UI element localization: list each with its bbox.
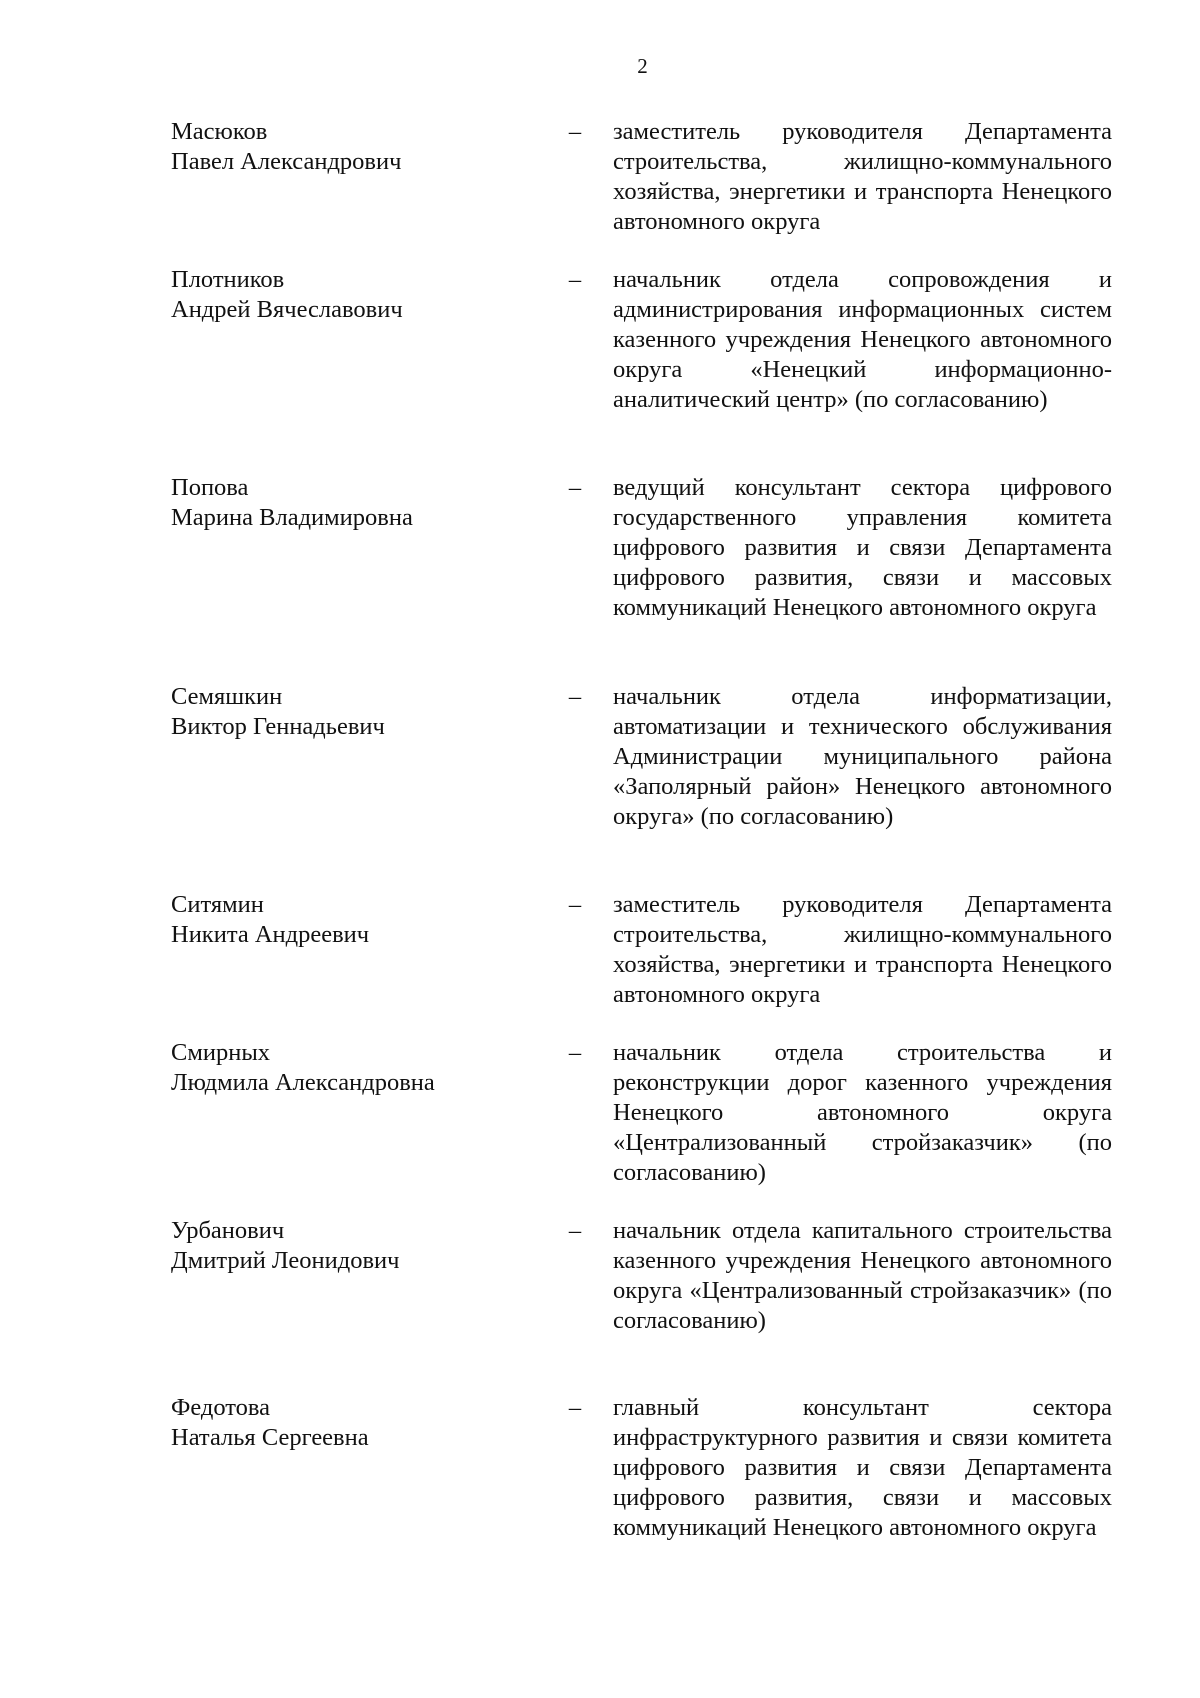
member-position: начальник отдела капитального строительства казенного учреждения Ненецкого автономного округа «Централизованный стройзаказчик» (по согласованию) xyxy=(613,1217,1112,1334)
member-surname: Попова xyxy=(171,474,249,501)
separator-dash: – xyxy=(568,118,582,145)
separator-dash: – xyxy=(568,1039,582,1066)
separator-dash: – xyxy=(568,1217,582,1244)
member-name xyxy=(171,265,531,325)
member-given-names: Виктор Геннадьевич xyxy=(171,713,385,740)
member-name xyxy=(171,890,531,950)
member-surname: Плотников xyxy=(171,266,285,293)
separator-dash: – xyxy=(568,683,582,710)
member-surname: Ситямин xyxy=(171,891,264,918)
member-surname: Смирных xyxy=(171,1039,271,1066)
member-given-names: Людмила Александровна xyxy=(171,1069,435,1096)
member-surname: Федотова xyxy=(171,1394,271,1421)
member-position: начальник отдела строительства и реконструкции дорог казенного учреждения Ненецкого автономного округа «Централизованный стройзаказчик» (по согласованию) xyxy=(613,1039,1112,1186)
member-name xyxy=(171,117,531,177)
member-name xyxy=(171,1393,531,1453)
member-position: начальник отдела сопровождения и администрирования информационных систем казенного учреждения Ненецкого автономного округа «Ненецкий информационно-аналитический центр» (по согласованию) xyxy=(613,266,1112,413)
member-name xyxy=(171,1038,531,1098)
member-name xyxy=(171,473,531,533)
separator-dash: – xyxy=(568,891,582,918)
member-given-names: Павел Александрович xyxy=(171,148,402,175)
page-number: 2 xyxy=(637,54,648,78)
member-position: начальник отдела информатизации, автоматизации и технического обслуживания Администрации муниципального района «Заполярный район» Ненецкого автономного округа» (по согласованию) xyxy=(613,683,1112,830)
member-surname: Урбанович xyxy=(171,1217,285,1244)
member-position: ведущий консультант сектора цифрового государственного управления комитета цифрового развития и связи Департамента цифрового развития, связи и массовых коммуникаций Ненецкого автономного округа xyxy=(613,474,1112,621)
member-given-names: Никита Андреевич xyxy=(171,921,370,948)
member-given-names: Марина Владимировна xyxy=(171,504,413,531)
member-name xyxy=(171,682,531,742)
member-given-names: Дмитрий Леонидович xyxy=(171,1247,400,1274)
member-given-names: Андрей Вячеславович xyxy=(171,296,403,323)
member-position: заместитель руководителя Департамента строительства, жилищно-коммунального хозяйства, энергетики и транспорта Ненецкого автономного округа xyxy=(613,118,1112,235)
member-surname: Семяшкин xyxy=(171,683,283,710)
separator-dash: – xyxy=(568,266,582,293)
separator-dash: – xyxy=(568,474,582,501)
member-name xyxy=(171,1216,531,1276)
separator-dash: – xyxy=(568,1394,582,1421)
member-position: главный консультант сектора инфраструктурного развития и связи комитета цифрового развития и связи Департамента цифрового развития, связи и массовых коммуникаций Ненецкого автономного округа xyxy=(613,1394,1112,1541)
member-given-names: Наталья Сергеевна xyxy=(171,1424,369,1451)
member-position: заместитель руководителя Департамента строительства, жилищно-коммунального хозяйства, энергетики и транспорта Ненецкого автономного округа xyxy=(613,891,1112,1008)
member-surname: Масюков xyxy=(171,118,268,145)
